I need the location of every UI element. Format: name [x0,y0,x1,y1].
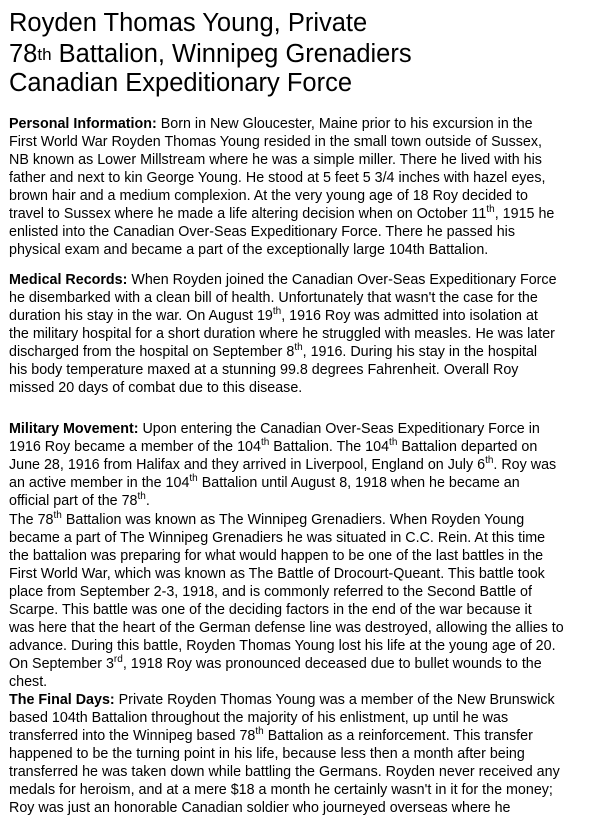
military-line: advance. During this battle, Royden Thomas Young lost his life at the young age of 20. [9,638,556,654]
personal-line: NB known as Lower Millstream where he was a simple miller. There he lived with his [9,152,542,168]
title-line-2: 78th Battalion, Winnipeg Grenadiers [9,40,412,68]
medical-line: duration his stay in the war. On August 19th, 1916 Roy was admitted into isolation at [9,306,538,324]
personal-line: father and next to kin George Young. He stood at 5 feet 5 3/4 inches with hazel eyes, [9,170,546,186]
military-line: was here that the heart of the German defense line was destroyed, allowing the allies to [9,620,564,636]
military-line: June 28, 1916 from Halifax and they arrived in Liverpool, England on July 6th. Roy was [9,455,557,473]
final-line: Roy was just an honorable Canadian soldier who journeyed overseas where he [9,800,511,816]
title-line-1: Royden Thomas Young, Private [9,9,368,37]
personal-line: First World War Royden Thomas Young resided in the small town outside of Sussex, [9,134,542,150]
medical-line: missed 20 days of combat due to this disease. [9,380,303,396]
military-line: chest. [9,674,48,690]
military-line: First World War, which was known as The Battle of Drocourt-Queant. This battle took [9,566,545,582]
military-line: became a part of The Winnipeg Grenadiers he was situated in C.C. Rein. At this time [9,530,546,546]
medical-line: his body temperature maxed at a stunning 99.8 degrees Fahrenheit. Overall Roy [9,362,519,378]
military-line: 1916 Roy became a member of the 104th Battalion. The 104th Battalion departed on [9,437,538,455]
final-line: medals for heroism, and at a mere $18 a month he certainly wasn't in it for the money; [9,782,553,798]
final-line: The Final Days: Private Royden Thomas Young was a member of the New Brunswick [9,692,555,708]
personal-line: Personal Information: Born in New Gloucester, Maine prior to his excursion in the [9,116,533,132]
personal-line: physical exam and became a part of the exceptionally large 104th Battalion. [9,242,489,258]
military-line: The 78th Battalion was known as The Winnipeg Grenadiers. When Royden Young [9,510,525,528]
medical-heading: Medical Records: [9,272,128,288]
personal-line: brown hair and a medium complexion. At the very young age of 18 Roy decided to [9,188,528,204]
military-heading: Military Movement: [9,421,139,437]
medical-line: Medical Records: When Royden joined the Canadian Over-Seas Expeditionary Force [9,272,557,288]
military-line: an active member in the 104th Battalion until August 8, 1918 when he became an [9,473,520,491]
medical-line: he disembarked with a clean bill of health. Unfortunately that wasn't the case for the [9,290,538,306]
personal-line: enlisted into the Canadian Over-Seas Expeditionary Force. There he passed his [9,224,515,240]
final-line: transferred into the Winnipeg based 78th Battalion as a reinforcement. This transfer [9,726,533,744]
final-line: transferred he was taken down while battling the Germans. Royden never received any [9,764,560,780]
military-line: place from September 2-3, 1918, and is commonly referred to the Second Battle of [9,584,532,600]
military-line: Scarpe. This battle was one of the deciding factors in the end of the war because it [9,602,532,618]
medical-line: discharged from the hospital on September 8th, 1916. During his stay in the hospital [9,342,538,360]
personal-line: travel to Sussex where he made a life altering decision when on October 11th, 1915 he [9,204,555,222]
title-line-3: Canadian Expeditionary Force [9,69,353,97]
military-line: On September 3rd, 1918 Roy was pronounced deceased due to bullet wounds to the [9,654,542,672]
personal-heading: Personal Information: [9,116,157,132]
military-line: official part of the 78th. [9,491,150,509]
military-line: Military Movement: Upon entering the Canadian Over-Seas Expeditionary Force in [9,421,540,437]
military-line: the battalion was preparing for what would happen to be one of the last battles in the [9,548,544,564]
final-line: happened to be the turning point in his life, because less then a month after being [9,746,525,762]
final-line: based 104th Battalion throughout the majority of his enlistment, up until he was [9,710,509,726]
final-heading: The Final Days: [9,692,115,708]
medical-line: the military hospital for a short duration where he struggled with measles. He was later [9,326,555,342]
